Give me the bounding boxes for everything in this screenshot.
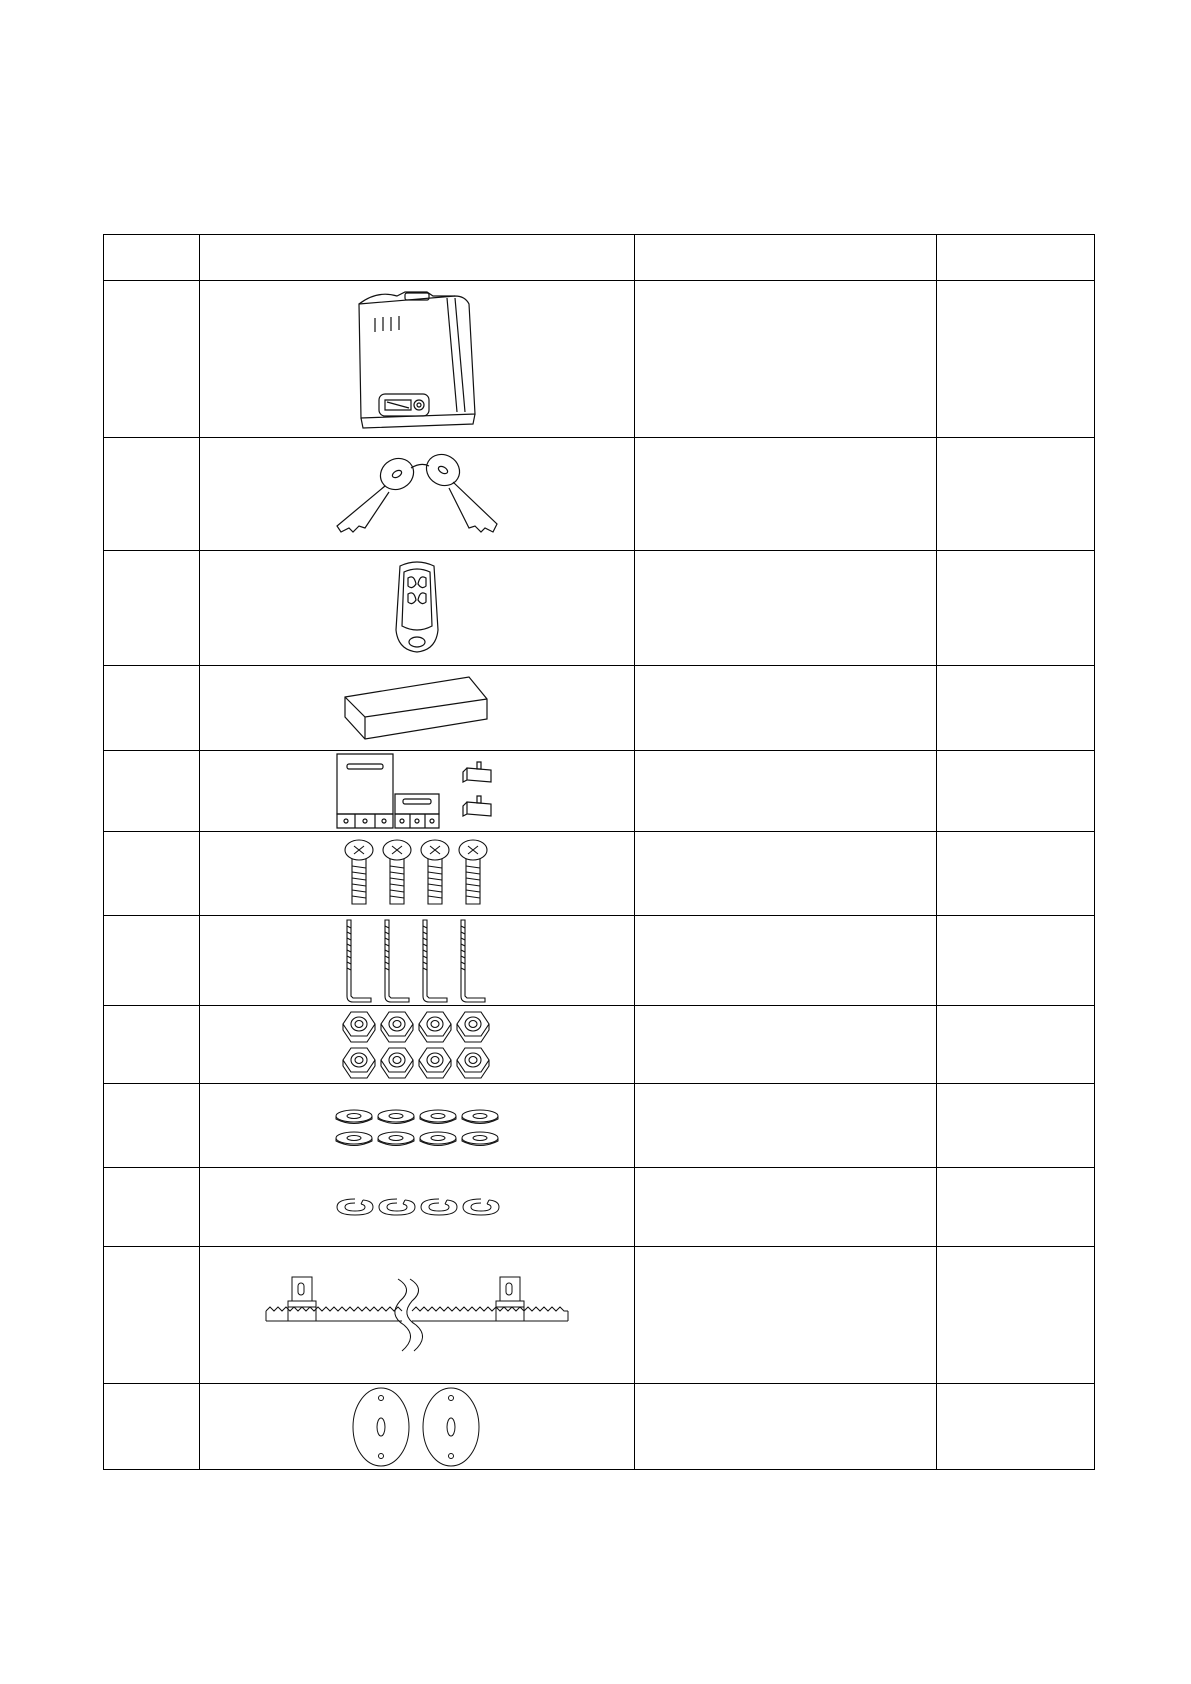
cell-picture	[200, 1168, 635, 1247]
cell-qty	[937, 1006, 1095, 1084]
table-row	[104, 281, 1095, 438]
cell-no	[104, 916, 200, 1006]
cell-qty	[937, 1084, 1095, 1168]
cell-no	[104, 1247, 200, 1384]
cell-picture	[200, 1384, 635, 1470]
cell-qty	[937, 438, 1095, 551]
gear-rack-icon	[264, 1275, 570, 1355]
table-row	[104, 1006, 1095, 1084]
cell-name	[635, 551, 937, 666]
header-picture	[200, 235, 635, 281]
cell-qty	[937, 551, 1095, 666]
table-row	[104, 666, 1095, 751]
table-row	[104, 1247, 1095, 1384]
cell-no	[104, 1384, 200, 1470]
cell-qty	[937, 1168, 1095, 1247]
cell-name	[635, 438, 937, 551]
cell-name	[635, 281, 937, 438]
parts-box-icon	[341, 675, 493, 741]
cell-qty	[937, 1247, 1095, 1384]
cell-no	[104, 666, 200, 751]
cell-picture	[200, 438, 635, 551]
table-row	[104, 916, 1095, 1006]
table-row	[104, 751, 1095, 832]
cell-name	[635, 1168, 937, 1247]
cell-qty	[937, 916, 1095, 1006]
flat-washers-icon	[333, 1102, 501, 1150]
cell-name	[635, 666, 937, 751]
cell-no	[104, 281, 200, 438]
cell-no	[104, 832, 200, 916]
oval-plates-icon	[349, 1386, 485, 1468]
cell-picture	[200, 1006, 635, 1084]
header-qty	[937, 235, 1095, 281]
cell-qty	[937, 281, 1095, 438]
cell-no	[104, 438, 200, 551]
hex-nuts-icon	[341, 1008, 493, 1082]
cell-name	[635, 1084, 937, 1168]
cell-qty	[937, 666, 1095, 751]
table-row	[104, 551, 1095, 666]
remote-control-icon	[392, 560, 442, 656]
motor-unit-icon	[347, 284, 487, 434]
cell-picture	[200, 751, 635, 832]
cell-no	[104, 1006, 200, 1084]
cell-qty	[937, 1384, 1095, 1470]
keys-icon	[327, 448, 507, 540]
cell-name	[635, 832, 937, 916]
cell-no	[104, 1084, 200, 1168]
cell-picture	[200, 551, 635, 666]
screws-icon	[342, 838, 492, 910]
table-row	[104, 438, 1095, 551]
cell-no	[104, 551, 200, 666]
header-row	[104, 235, 1095, 281]
cell-picture	[200, 832, 635, 916]
cell-no	[104, 751, 200, 832]
cell-picture	[200, 1084, 635, 1168]
mounting-brackets-icon	[331, 752, 503, 830]
cell-name	[635, 1006, 937, 1084]
cell-name	[635, 916, 937, 1006]
cell-name	[635, 1247, 937, 1384]
cell-name	[635, 751, 937, 832]
header-no	[104, 235, 200, 281]
cell-picture	[200, 666, 635, 751]
table-row	[104, 1084, 1095, 1168]
cell-picture	[200, 1247, 635, 1384]
cell-qty	[937, 751, 1095, 832]
cell-no	[104, 1168, 200, 1247]
table-row	[104, 1384, 1095, 1470]
table-row	[104, 1168, 1095, 1247]
cell-name	[635, 1384, 937, 1470]
cell-qty	[937, 832, 1095, 916]
cell-picture	[200, 916, 635, 1006]
header-name	[635, 235, 937, 281]
anchor-bolts-icon	[343, 918, 491, 1004]
parts-table	[103, 234, 1095, 1470]
spring-washers-icon	[333, 1194, 501, 1220]
table-row	[104, 832, 1095, 916]
cell-picture	[200, 281, 635, 438]
